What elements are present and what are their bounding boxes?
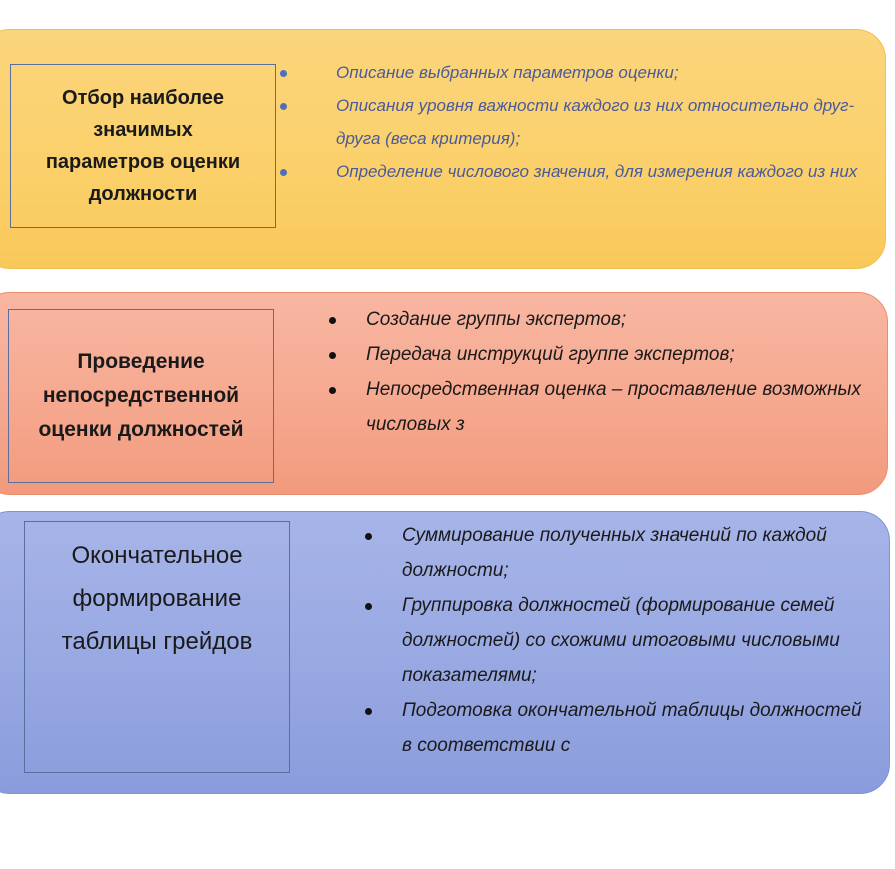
bullet-icon	[365, 533, 372, 540]
stage-2-list	[326, 302, 866, 442]
bullet-icon	[280, 169, 287, 176]
bullet-icon	[329, 317, 336, 324]
list-item	[326, 372, 866, 442]
bullet-icon	[365, 603, 372, 610]
stage-2-title-box	[8, 309, 274, 483]
bullet-icon	[280, 70, 287, 77]
bullet-icon	[329, 387, 336, 394]
list-item	[280, 89, 880, 155]
stage-1-list	[280, 56, 880, 188]
list-item-text: Описание выбранных параметров оценки;	[336, 63, 679, 82]
list-item	[362, 588, 872, 693]
list-item-text: Суммирование полученных значений по каждой должности;	[402, 525, 827, 581]
stage-3-list	[362, 518, 872, 763]
list-item	[362, 518, 872, 588]
bullet-icon	[365, 708, 372, 715]
stage-1-title-box	[10, 64, 276, 228]
list-item	[362, 693, 872, 763]
list-item-text: Передача инструкций группе экспертов;	[366, 344, 735, 365]
list-item-text: Группировка должностей (формирование семей должностей) со схожими итоговыми числовыми показателями;	[402, 595, 840, 686]
stage-3-title-box	[24, 521, 290, 773]
stage-1-title: Отбор наиболее значимых параметров оценки должности	[45, 87, 241, 205]
stage-2-title: Проведение непосредственной оценки должностей	[38, 350, 244, 441]
list-item-text: Непосредственная оценка – проставление возможных числовых з	[366, 379, 862, 435]
bullet-icon	[329, 352, 336, 359]
stage-3-title: Окончательное формирование таблицы грейдов	[61, 542, 253, 655]
bullet-icon	[280, 103, 287, 110]
list-item	[326, 302, 866, 337]
list-item-text: Подготовка окончательной таблицы должностей в соответствии с	[402, 700, 862, 756]
list-item-text: Определение числового значения, для измерения каждого из них	[336, 162, 858, 181]
list-item	[280, 56, 880, 89]
list-item	[326, 337, 866, 372]
list-item-text: Создание группы экспертов;	[366, 309, 627, 330]
list-item	[280, 155, 880, 188]
list-item-text: Описания уровня важности каждого из них относительно друг-друга (веса критерия);	[336, 96, 855, 148]
